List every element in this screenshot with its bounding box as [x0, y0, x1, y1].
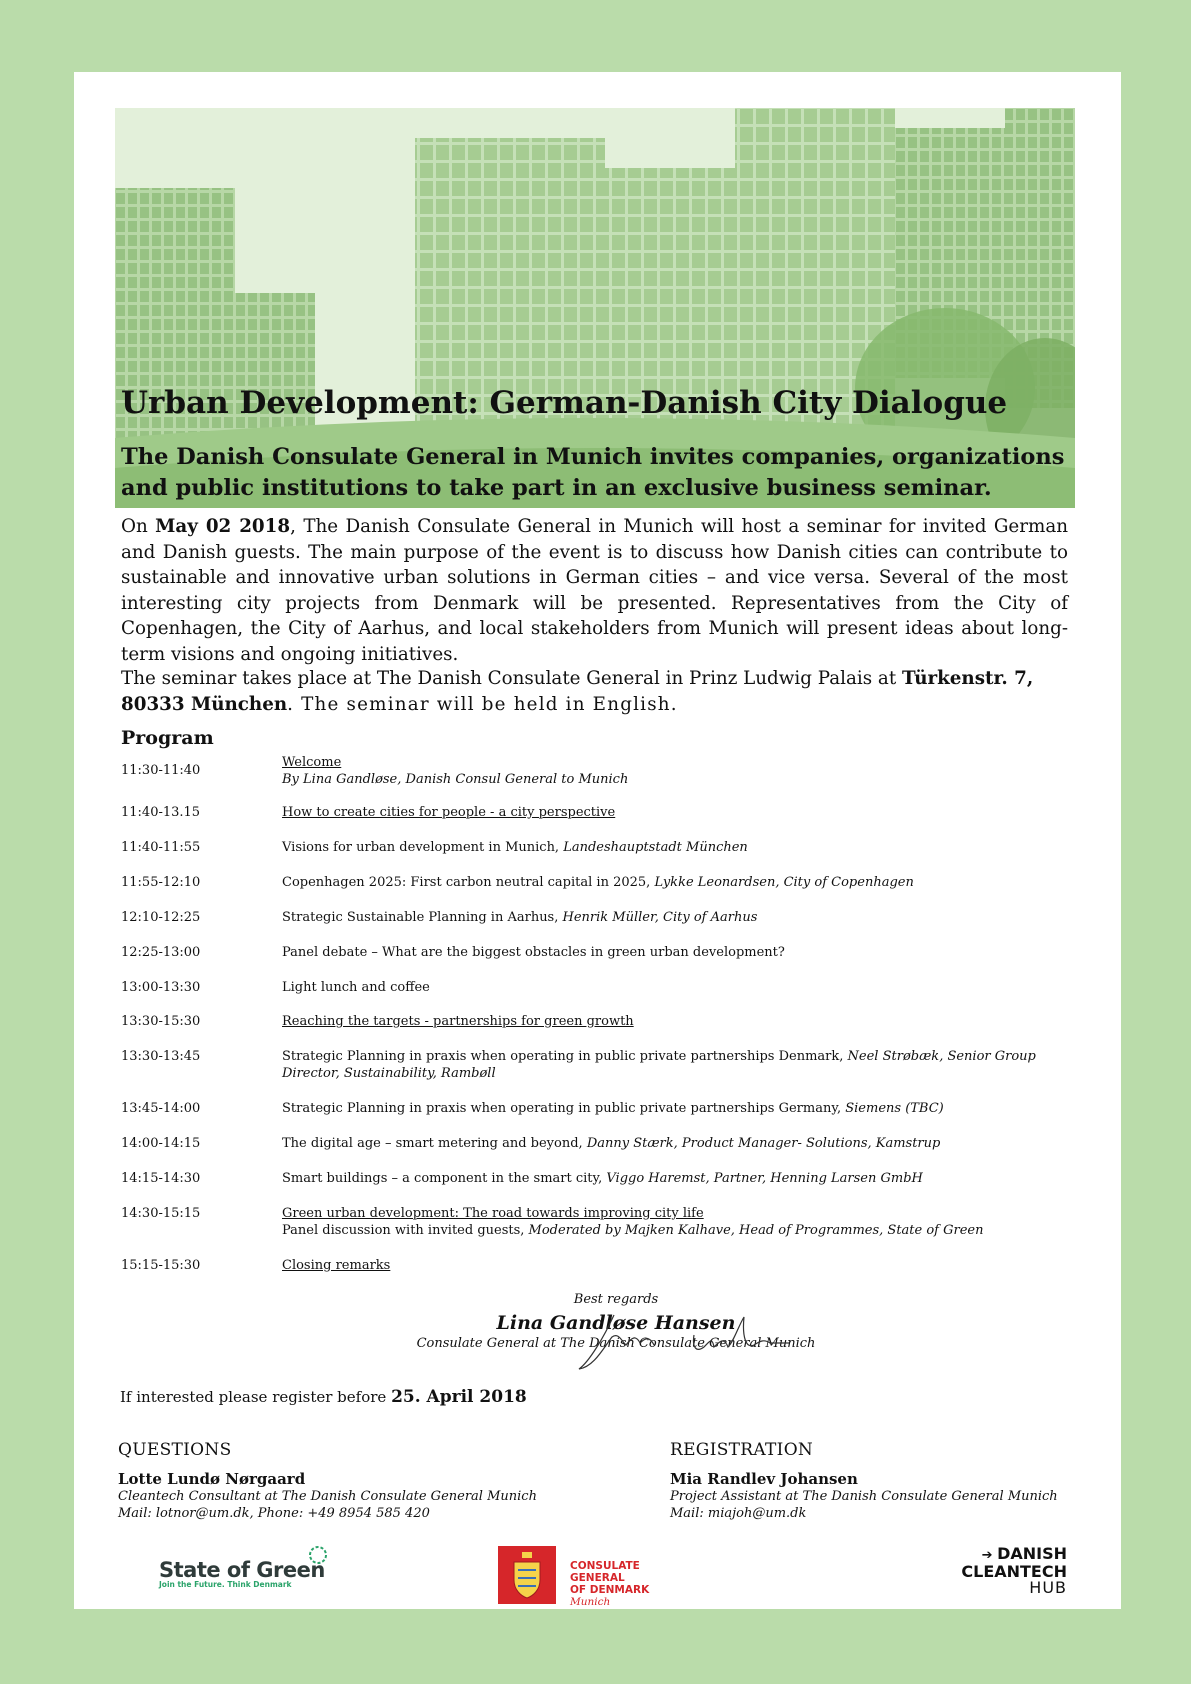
program-time: 11:40-11:55 [121, 840, 201, 855]
sog-tagline: Join the Future. Think Denmark [159, 1580, 292, 1589]
program-time: 13:30-13:45 [121, 1049, 201, 1064]
signature-name: Lina Gandløse Hansen [496, 1312, 736, 1334]
dch-line2: CLEANTECH [961, 1562, 1067, 1581]
program-time: 12:10-12:25 [121, 910, 201, 925]
program-title: Smart buildings – a component in the smart city, [282, 1171, 607, 1186]
program-desc [282, 1100, 1072, 1117]
intro-paragraph [121, 514, 1068, 667]
program-title: Panel debate – What are the biggest obstacles in green urban development? [282, 945, 785, 960]
program-time: 13:00-13:30 [121, 980, 201, 995]
program-speaker: Neel Strøbæk, Senior Group Director, Sustainability, Rambøll [282, 1049, 1036, 1081]
registration-name: Mia Randlev Johansen [670, 1470, 858, 1488]
registration-role: Project Assistant at The Danish Consulate General Munich [670, 1489, 1058, 1504]
program-speaker: Viggo Haremst, Partner, Henning Larsen GmbH [606, 1171, 923, 1186]
page-title: Urban Development: German-Danish City Dialogue [121, 385, 1008, 421]
consulate-city: Munich [570, 1596, 611, 1608]
venue-prefix: The seminar takes place at The Danish Consulate General in Prinz Ludwig Palais at [121, 668, 902, 689]
state-of-green-logo [159, 1546, 329, 1616]
registration-contact-info: Mail: miajoh@um.dk [670, 1506, 807, 1521]
danish-cleantech-hub-logo [927, 1546, 1067, 1616]
program-speaker: By Lina Gandløse, Danish Consul General to Munich [282, 772, 629, 787]
program-desc [282, 839, 1072, 856]
program-title: The digital age – smart metering and beyond, [282, 1136, 587, 1151]
program-speaker: Danny Stærk, Product Manager- Solutions, Kamstrup [586, 1136, 941, 1151]
venue-suffix: . The seminar will be held in English. [287, 693, 678, 715]
venue-address: Türkenstr. 7, 80333 München [121, 668, 1034, 715]
program-title: Copenhagen 2025: First carbon neutral capital in 2025, [282, 875, 655, 890]
program-time: 12:25-13:00 [121, 945, 201, 960]
program-title: Closing remarks [282, 1258, 391, 1273]
program-title: Strategic Planning in praxis when operating in public private partnerships Germany, [282, 1101, 846, 1116]
program-desc [282, 874, 1072, 891]
consulate-line2: OF DENMARK [570, 1584, 650, 1596]
registration-deadline [120, 1387, 527, 1407]
program-title: Light lunch and coffee [282, 980, 430, 995]
program-heading: Program [121, 727, 214, 749]
program-speaker: Moderated by Majken Kalhave, Head of Programmes, State of Green [528, 1223, 984, 1238]
program-title: Welcome [282, 755, 342, 770]
program-desc [282, 944, 1072, 961]
intro-text: , The Danish Consulate General in Munich will host a seminar for invited German and Danish guests. The main purpose of the event is to discuss how Danish cities can contribute to sustainable and innovative urban solutions in German cities – and vice versa. Several of the most interesting city projects from Denmark will be presented. Representatives from the City of Copenhagen, the City of Aarhus, and local stakeholders from Munich will present ideas about long-term visions and ongoing initiatives. [121, 516, 1069, 665]
program-time: 11:55-12:10 [121, 875, 201, 890]
questions-contact-info: Mail: lotnor@um.dk, Phone: +49 8954 585 420 [118, 1506, 430, 1521]
program-time: 14:15-14:30 [121, 1171, 201, 1186]
program-time: 15:15-15:30 [121, 1258, 201, 1273]
consulate-line1: CONSULATE GENERAL [570, 1560, 640, 1584]
program-title: Reaching the targets - partnerships for green growth [282, 1014, 634, 1029]
program-desc [282, 1013, 1072, 1030]
program-time: 13:30-15:30 [121, 1014, 201, 1029]
program-speaker: Siemens (TBC) [845, 1101, 944, 1116]
program-title: Strategic Planning in praxis when operating in public private partnerships Denmark, [282, 1049, 848, 1064]
program-time: 13:45-14:00 [121, 1101, 201, 1116]
intro-prefix: On [121, 516, 156, 537]
register-date: 25. April 2018 [391, 1387, 527, 1407]
questions-contact [118, 1442, 537, 1522]
questions-heading: QUESTIONS [118, 1440, 232, 1460]
program-speaker: Landeshauptstadt München [563, 840, 748, 855]
program-desc [282, 1135, 1072, 1152]
handwritten-signature [574, 1307, 799, 1377]
program-title: How to create cities for people - a city perspective [282, 805, 616, 820]
page-subtitle: The Danish Consulate General in Munich invites companies, organizations and public institutions to take part in an exclusive business seminar. [121, 444, 1065, 501]
register-text: If interested please register before [120, 1388, 392, 1406]
sog-name: State of Green [159, 1558, 325, 1582]
program-desc [282, 909, 1072, 926]
event-date: May 02 2018 [155, 516, 291, 537]
registration-contact [670, 1442, 1058, 1522]
program-time: 11:40-13.15 [121, 805, 201, 820]
questions-role: Cleantech Consultant at The Danish Consulate General Munich [118, 1489, 537, 1504]
signature-role: Consulate General at The Danish Consulate General Munich [416, 1336, 816, 1351]
signature-greeting: Best regards [573, 1292, 659, 1307]
coat-of-arms-icon [498, 1546, 556, 1604]
program-time: 14:00-14:15 [121, 1136, 201, 1151]
program-title: Strategic Sustainable Planning in Aarhus, [282, 910, 563, 925]
consulate-logo [498, 1546, 698, 1616]
program-desc [282, 979, 1072, 996]
program-title: Green urban development: The road towards improving city life [282, 1206, 704, 1221]
program-title: Visions for urban development in Munich, [282, 840, 564, 855]
program-desc [282, 1257, 1072, 1274]
program-desc [282, 754, 1072, 788]
registration-heading: REGISTRATION [670, 1440, 814, 1460]
program-note: Panel discussion with invited guests, [282, 1223, 529, 1238]
program-desc [282, 1205, 1072, 1239]
program-desc [282, 804, 1072, 821]
arrow-right-icon: ➔ [981, 1548, 998, 1563]
venue-paragraph [121, 666, 1068, 717]
program-speaker: Lykke Leonardsen, City of Copenhagen [654, 875, 914, 890]
program-desc [282, 1048, 1072, 1082]
dch-line3: HUB [1029, 1578, 1067, 1597]
program-time: 14:30-15:15 [121, 1206, 201, 1221]
program-speaker: Henrik Müller, City of Aarhus [562, 910, 758, 925]
invitation-page [74, 72, 1121, 1609]
program-desc [282, 1170, 1072, 1187]
questions-name: Lotte Lundø Nørgaard [118, 1470, 306, 1488]
dch-line1: DANISH [997, 1544, 1067, 1563]
program-time: 11:30-11:40 [121, 763, 201, 778]
